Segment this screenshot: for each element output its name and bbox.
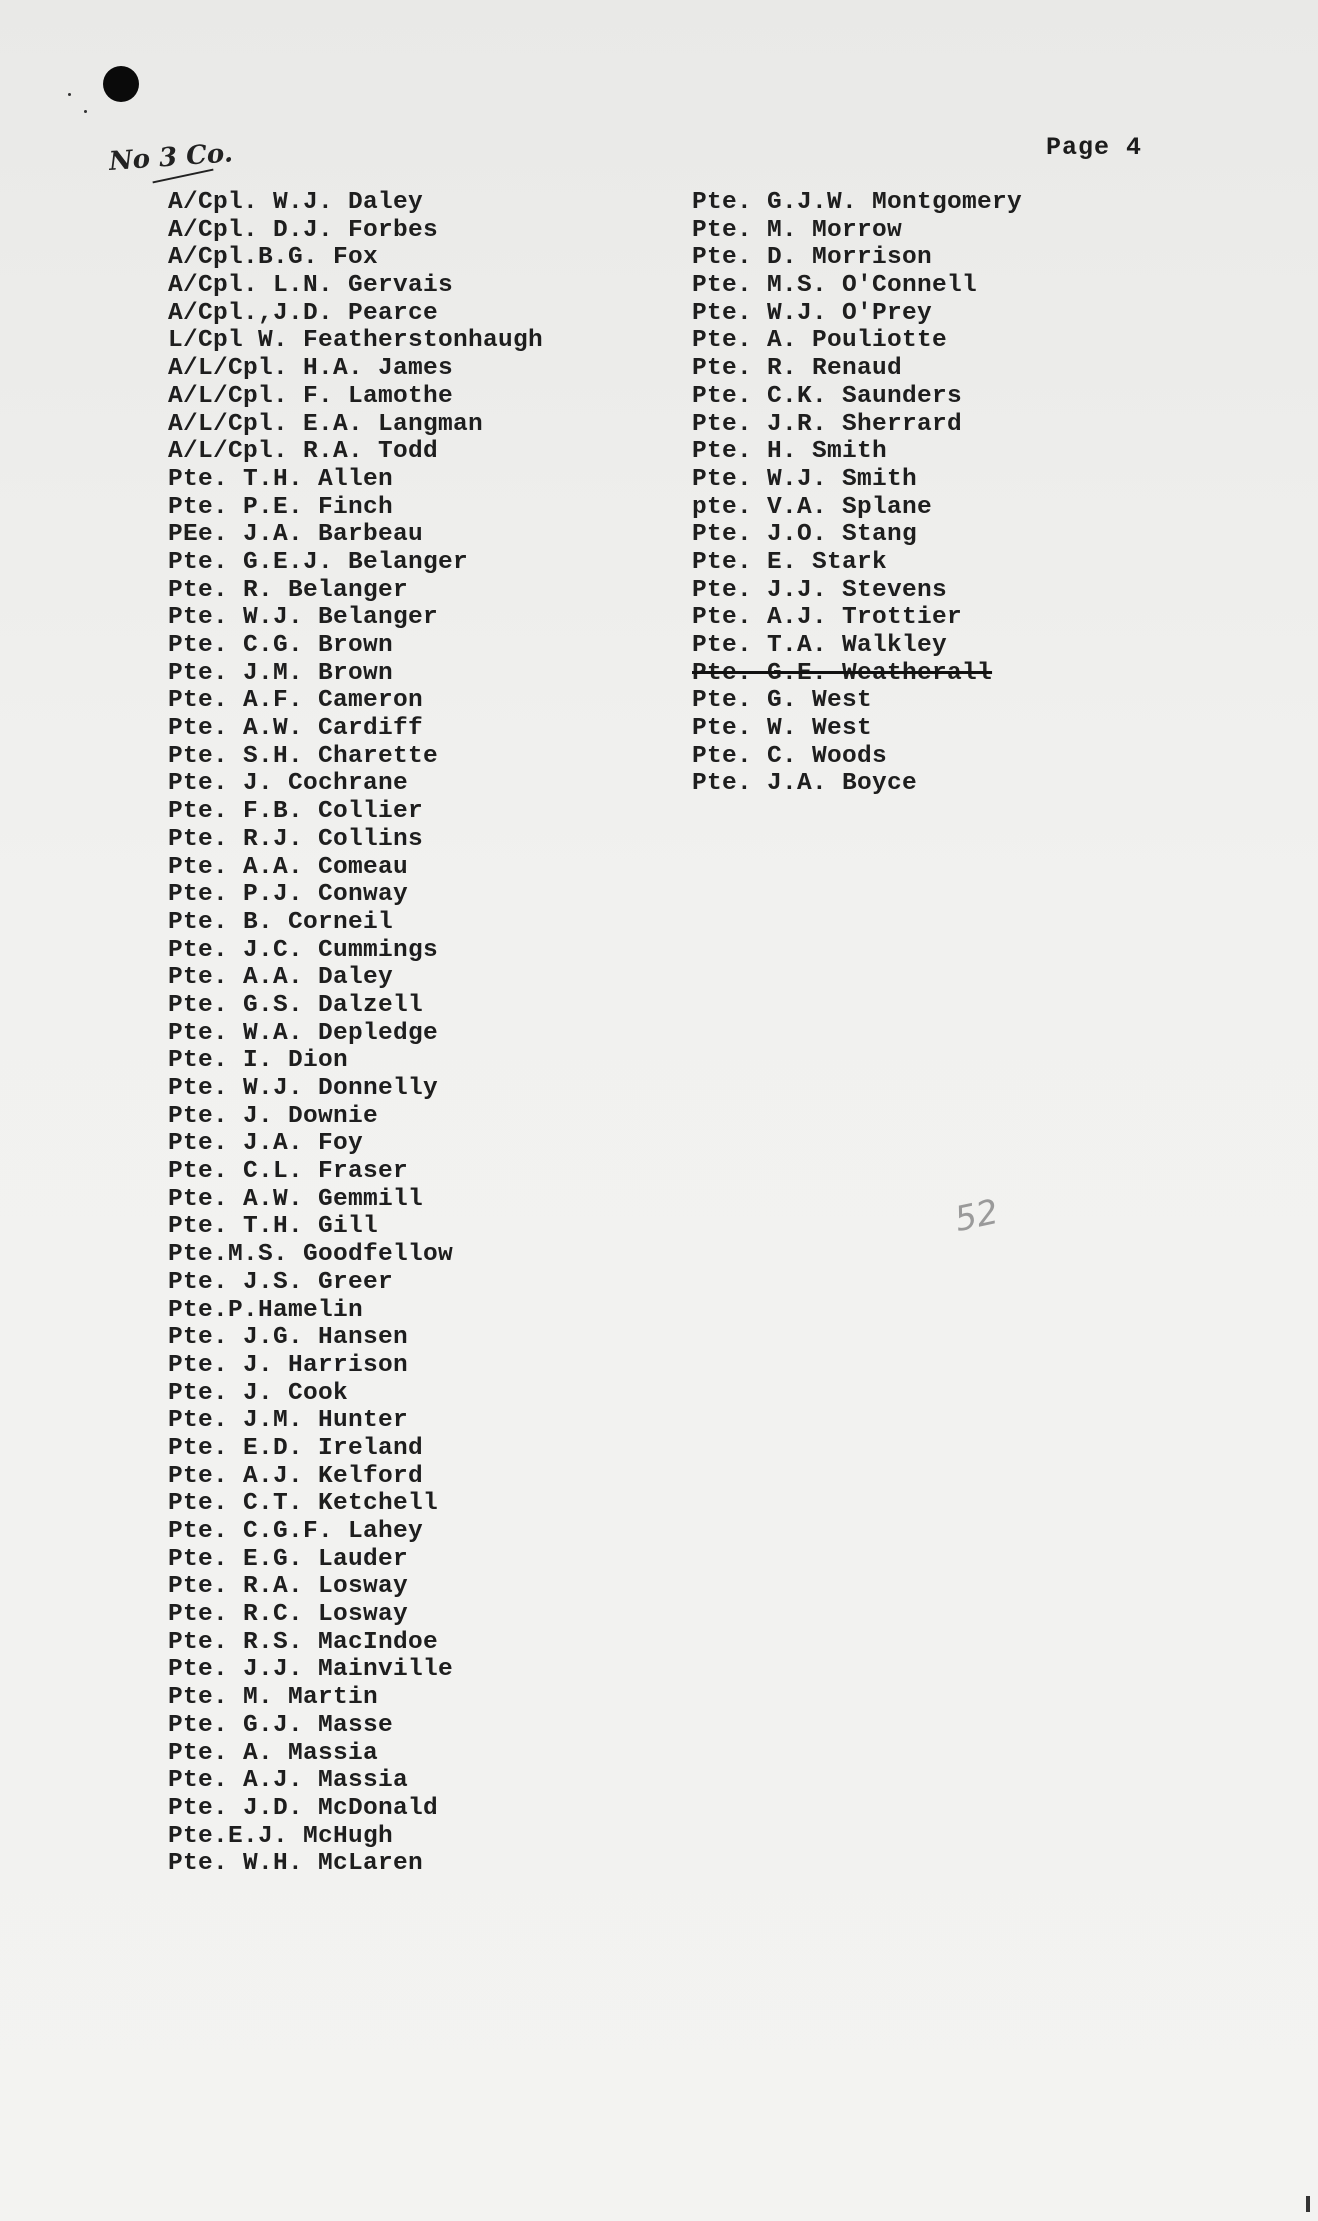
name-entry: Pte. A.J. Kelford — [168, 1462, 424, 1490]
name-entry: A/Cpl. W.J. Daley — [168, 189, 424, 216]
name-entry: Pte. A.W. Gemmill — [168, 1185, 424, 1213]
name-entry: Pte. J. Harrison — [168, 1351, 409, 1379]
name-entry: PEe. J.A. Barbeau — [168, 521, 424, 549]
name-entry: Pte. J.A. Boyce — [692, 770, 918, 798]
name-entry: Pte. S.H. Charette — [168, 742, 439, 770]
name-entry: Pte. P.J. Conway — [168, 881, 409, 909]
name-entry: Pte. G.J.W. Montgomery — [692, 189, 1023, 216]
name-entry-struck: Pte. G.E. Weatherall — [692, 659, 993, 687]
name-entry: Pte. J.M. Brown — [168, 659, 394, 687]
name-entry: Pte. J.G. Hansen — [168, 1324, 409, 1352]
name-entry: Pte. M.S. O'Connell — [692, 272, 978, 300]
name-entry: Pte. R.J. Collins — [168, 825, 424, 853]
name-entry: Pte. J.J. Mainville — [168, 1656, 454, 1684]
name-entry: Pte. W.J. Belanger — [168, 604, 439, 632]
name-entry: Pte. D. Morrison — [692, 244, 933, 272]
name-entry: Pte. B. Corneil — [168, 908, 394, 936]
name-entry: Pte. T.H. Allen — [168, 465, 394, 493]
name-entry: A/L/Cpl. H.A. James — [168, 355, 454, 383]
name-entry: Pte. J.S. Greer — [168, 1268, 394, 1296]
name-entry: L/Cpl W. Featherstonhaugh — [168, 327, 544, 355]
name-entry: Pte. R.A. Losway — [168, 1573, 409, 1601]
name-entry: Pte. J.O. Stang — [692, 521, 918, 549]
punch-hole — [103, 66, 139, 102]
name-entry: Pte. J. Downie — [168, 1102, 379, 1130]
name-entry: A/Cpl. L.N. Gervais — [168, 272, 454, 300]
speck — [68, 93, 71, 96]
name-entry: A/L/Cpl. F. Lamothe — [168, 382, 454, 410]
name-entry: Pte. W.A. Depledge — [168, 1019, 439, 1047]
name-entry: Pte. W.J. O'Prey — [692, 299, 933, 327]
name-entry: Pte. A. Pouliotte — [692, 327, 948, 355]
name-entry: Pte. J. Cochrane — [168, 770, 409, 798]
name-entry: Pte. J. Cook — [168, 1379, 349, 1407]
name-entry: Pte. W. West — [692, 715, 873, 743]
name-entry: Pte. G.E.J. Belanger — [168, 548, 469, 576]
name-entry: Pte. G.J. Masse — [168, 1711, 394, 1739]
name-entry: A/Cpl. D.J. Forbes — [168, 216, 439, 244]
name-entry: Pte.P.Hamelin — [168, 1296, 364, 1324]
name-entry: A/Cpl.B.G. Fox — [168, 244, 379, 272]
name-entry: Pte. R. Belanger — [168, 576, 409, 604]
speck — [84, 110, 87, 113]
name-entry: Pte. E.G. Lauder — [168, 1545, 409, 1573]
name-entry: Pte. A.F. Cameron — [168, 687, 424, 715]
name-entry: Pte. E. Stark — [692, 548, 888, 576]
name-entry: Pte. E.D. Ireland — [168, 1434, 424, 1462]
name-entry: pte. V.A. Splane — [692, 493, 933, 521]
left-name-column — [168, 189, 543, 1878]
name-entry: Pte. I. Dion — [168, 1047, 349, 1075]
name-entry: Pte. R.C. Losway — [168, 1601, 409, 1629]
name-entry: Pte. A.A. Daley — [168, 964, 394, 992]
name-entry: Pte. P.E. Finch — [168, 493, 394, 521]
name-entry: Pte. J.J. Stevens — [692, 576, 948, 604]
name-entry: Pte. A. Massia — [168, 1739, 379, 1767]
name-entry: Pte. J.R. Sherrard — [692, 410, 963, 438]
margin-pencil-note: 52 — [951, 1191, 1002, 1241]
name-entry: Pte. T.A. Walkley — [692, 632, 948, 659]
name-entry: Pte. R. Renaud — [692, 355, 903, 383]
name-entry: Pte. F.B. Collier — [168, 798, 424, 826]
name-entry: Pte. C.G.F. Lahey — [168, 1518, 424, 1545]
name-entry: Pte. G.S. Dalzell — [168, 991, 424, 1019]
name-entry: Pte. C.K. Saunders — [692, 382, 963, 410]
name-entry: Pte. A.A. Comeau — [168, 853, 409, 881]
name-entry: Pte. R.S. MacIndoe — [168, 1628, 439, 1656]
name-entry: Pte. C.G. Brown — [168, 632, 394, 659]
name-entry: Pte. A.W. Cardiff — [168, 715, 424, 743]
name-entry: Pte. J.M. Hunter — [168, 1407, 409, 1435]
name-entry: A/L/Cpl. R.A. Todd — [168, 438, 439, 466]
name-entry: Pte. W.H. McLaren — [168, 1850, 424, 1878]
name-entry: Pte. M. Martin — [168, 1684, 379, 1712]
name-entry: Pte. C.T. Ketchell — [168, 1490, 439, 1518]
name-entry: Pte. C. Woods — [692, 742, 888, 770]
name-entry: Pte. J.D. McDonald — [168, 1794, 439, 1822]
name-entry: A/L/Cpl. E.A. Langman — [168, 410, 484, 438]
name-entry: Pte. J.A. Foy — [168, 1130, 364, 1158]
page-number: Page 4 — [1046, 133, 1143, 162]
name-entry: Pte.E.J. McHugh — [168, 1822, 394, 1850]
name-entry: Pte. A.J. Massia — [168, 1767, 409, 1795]
name-entry: Pte. W.J. Donnelly — [168, 1075, 439, 1102]
corner-mark — [1306, 2196, 1310, 2212]
name-entry: Pte.M.S. Goodfellow — [168, 1241, 454, 1269]
right-name-column — [692, 189, 1022, 798]
company-heading: No 3 Co. — [108, 138, 234, 177]
name-entry: Pte. C.L. Fraser — [168, 1158, 409, 1186]
name-entry: Pte. T.H. Gill — [168, 1213, 379, 1241]
name-entry: Pte. W.J. Smith — [692, 465, 918, 493]
name-entry: Pte. H. Smith — [692, 438, 888, 466]
name-entry: Pte. G. West — [692, 687, 873, 715]
name-entry: Pte. A.J. Trottier — [692, 604, 963, 632]
name-entry: Pte. J.C. Cummings — [168, 936, 439, 964]
name-entry: Pte. M. Morrow — [692, 216, 903, 244]
name-entry: A/Cpl.,J.D. Pearce — [168, 299, 439, 327]
